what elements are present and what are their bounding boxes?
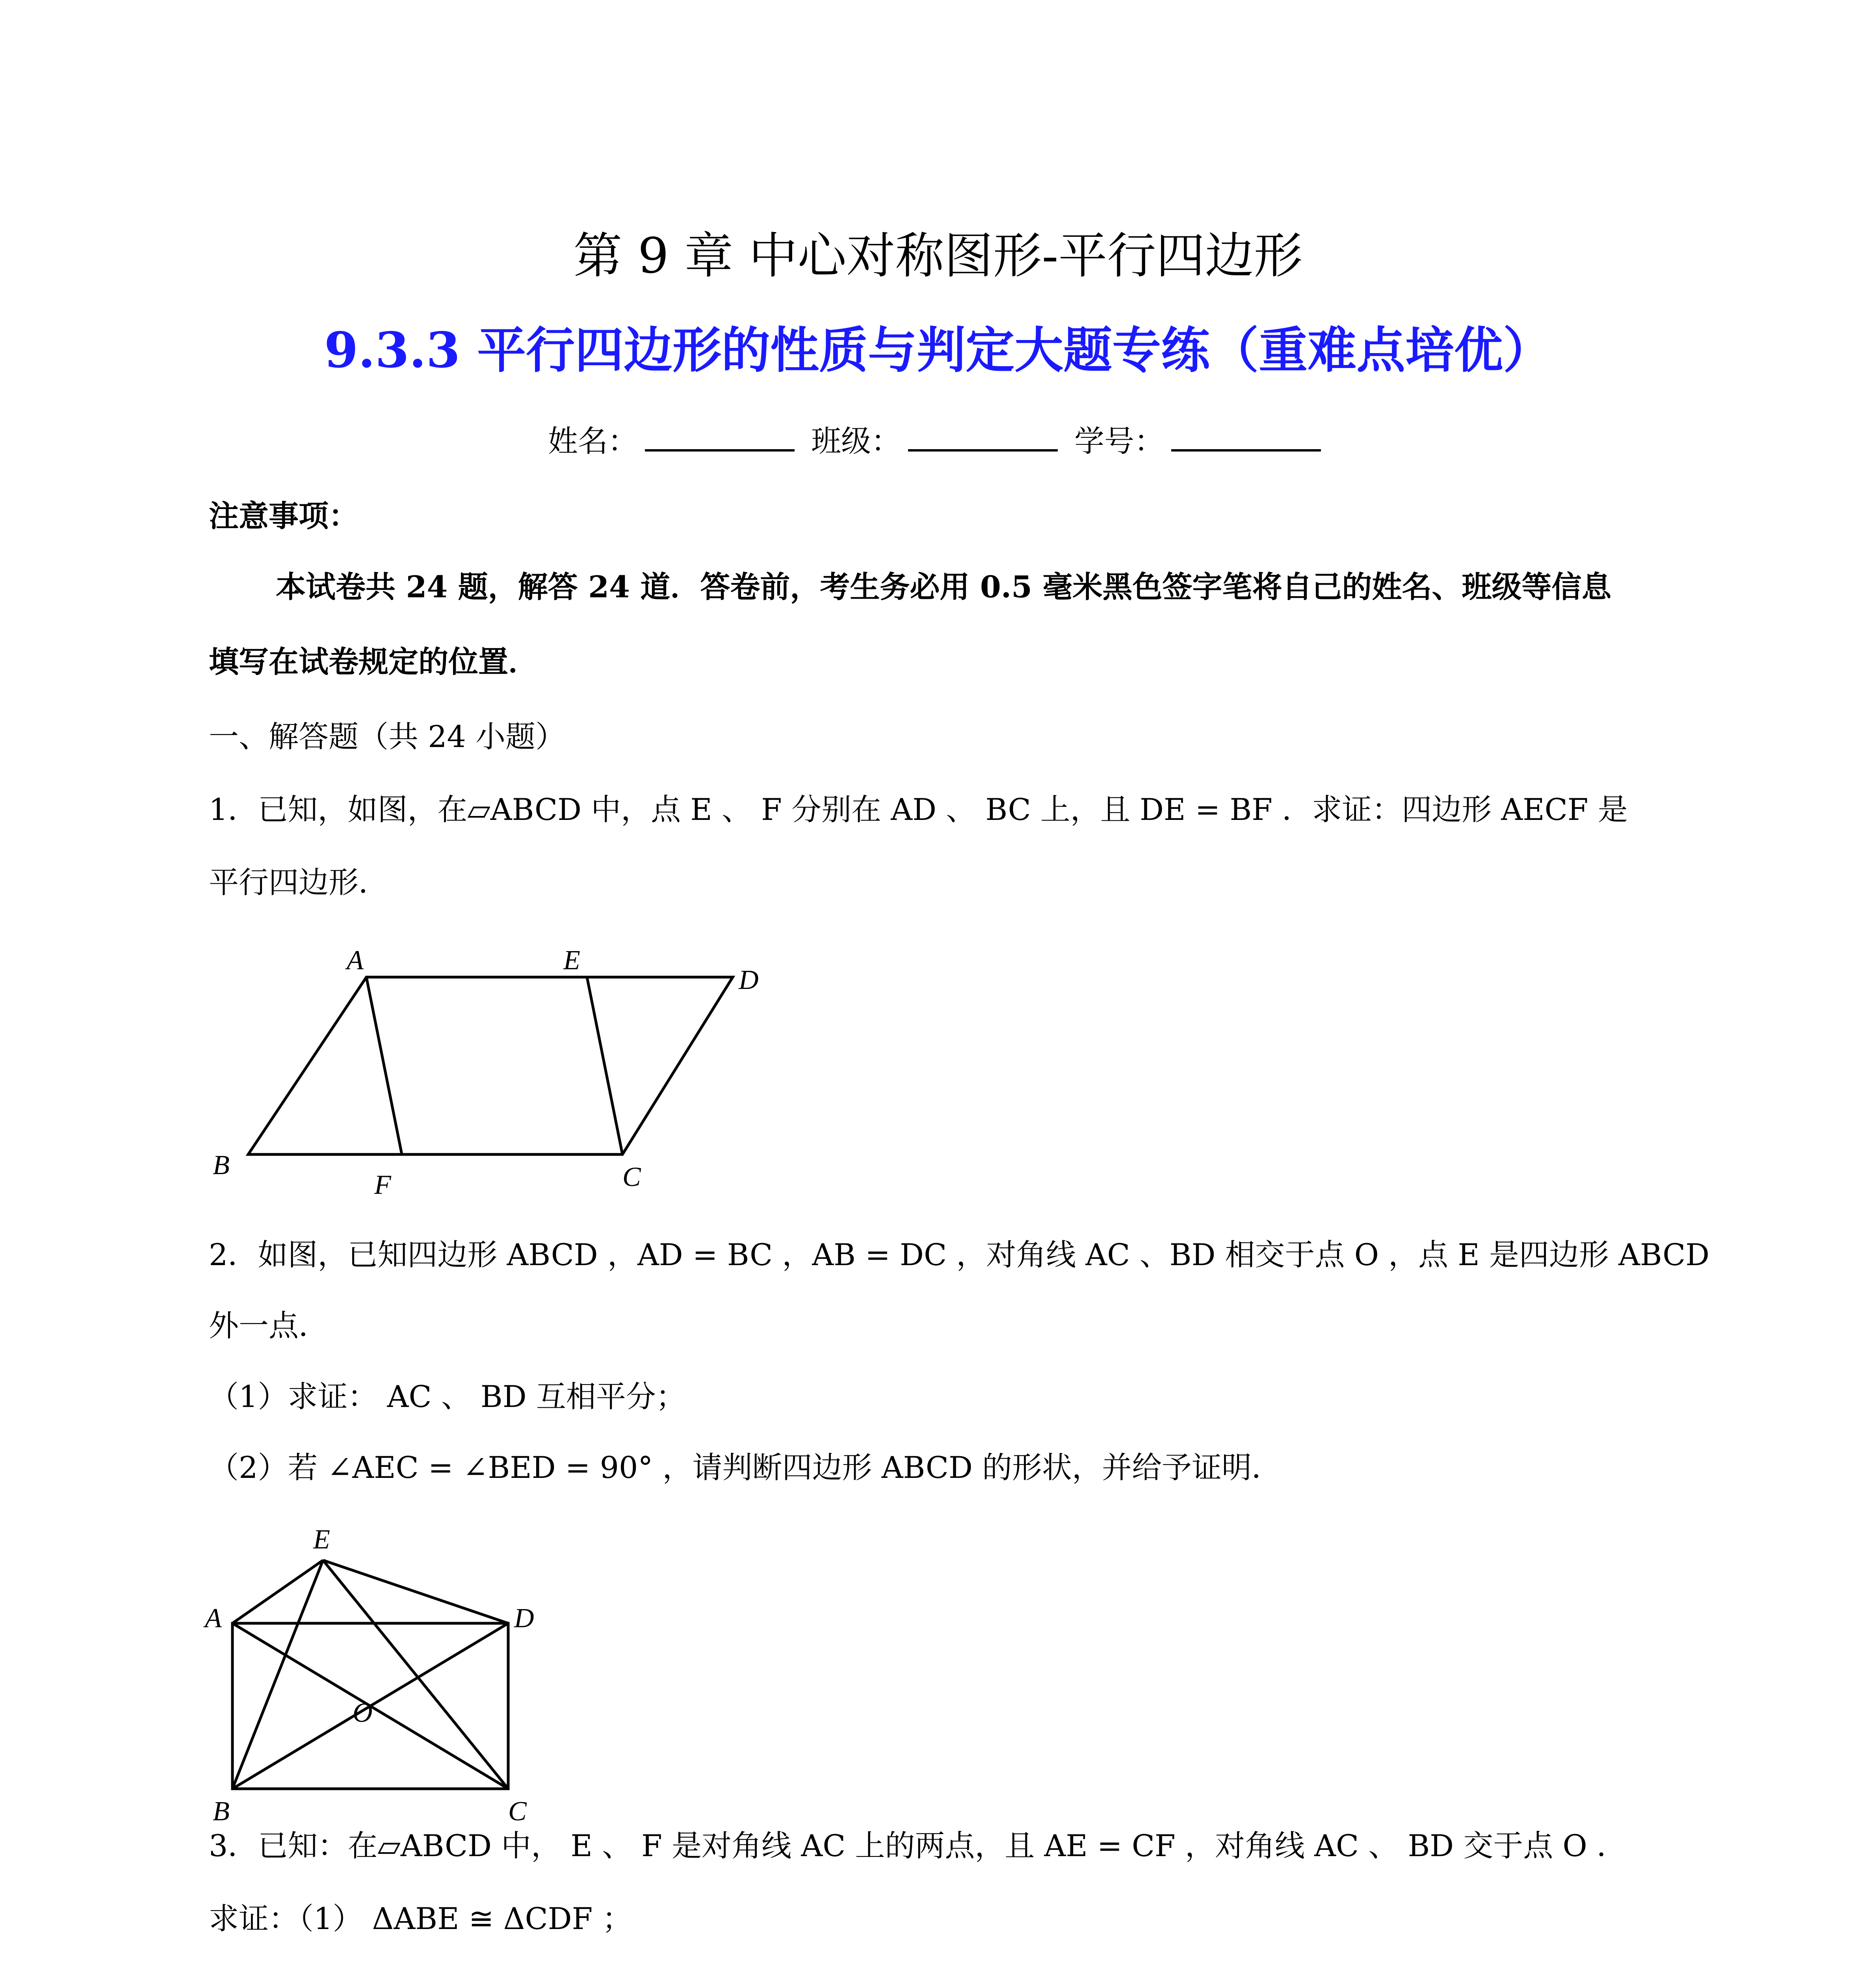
student-info-line — [0, 418, 1876, 465]
id-blank[interactable] — [1171, 421, 1321, 452]
q3-line-1: 3．已知：在▱ABCD 中， E 、 F 是对角线 AC 上的两点，且 AE = CF ，对角线 AC 、 BD 交于点 O ． — [209, 1828, 1627, 1863]
q1-label-b: B — [213, 1150, 230, 1180]
q1-label-c: C — [622, 1162, 641, 1192]
q1-label-a: A — [347, 945, 364, 976]
q1-parallelogram — [248, 977, 733, 1154]
name-label: 姓名： — [548, 424, 638, 459]
q2-label-a: A — [205, 1603, 222, 1634]
q2-segment-eb — [232, 1560, 323, 1789]
q2-figure — [201, 1509, 579, 1824]
q2-line-1: 2．如图，已知四边形 ABCD ，AD = BC ，AB = DC ，对角线 AC 、BD 相交于点 O ，点 E 是四边形 ABCD — [209, 1237, 1710, 1272]
q1-segment-ec — [587, 977, 622, 1154]
notice-heading: 注意事项： — [209, 498, 358, 533]
notice-line-1: 本试卷共 24 题，解答 24 道．答卷前，考生务必用 0.5 毫米黑色签字笔将自己的姓名、班级等信息 — [276, 569, 1612, 604]
q1-label-f: F — [374, 1170, 391, 1200]
name-blank[interactable] — [645, 421, 795, 452]
q1-figure — [209, 934, 808, 1202]
q2-line-2: 外一点． — [209, 1308, 329, 1343]
q2-part-1: （1）求证： AC 、 BD 互相平分； — [209, 1379, 686, 1414]
id-label: 学号： — [1074, 424, 1165, 459]
notice-line-2: 填写在试卷规定的位置． — [209, 644, 538, 679]
class-label: 班级： — [811, 424, 901, 459]
q3-line-3 — [209, 1968, 464, 1970]
section-title: 9.3.3 平行四边形的性质与判定大题专练（重难点培优） — [324, 322, 1552, 379]
q1-line-2: 平行四边形． — [209, 865, 388, 900]
section-heading: 一、解答题（共 24 小题） — [209, 719, 566, 754]
q1-segment-af — [366, 977, 402, 1154]
q3-line-2: 求证：（1） ΔABE ≅ ΔCDF ； — [209, 1901, 632, 1936]
q2-label-b: B — [213, 1796, 230, 1824]
q2-segment-ed — [323, 1560, 508, 1623]
q2-segment-ec — [323, 1560, 508, 1789]
q1-line-1: 1．已知，如图，在▱ABCD 中，点 E 、 F 分别在 AD 、 BC 上，且 DE = BF ．求证：四边形 AECF 是 — [209, 792, 1628, 827]
q2-label-d: D — [514, 1603, 534, 1634]
q2-part-2: （2）若 ∠AEC = ∠BED = 90° ，请判断四边形 ABCD 的形状，并给予证明． — [209, 1450, 1282, 1485]
q2-label-e: E — [313, 1524, 330, 1555]
class-blank[interactable] — [908, 421, 1058, 452]
q2-label-o: O — [353, 1698, 373, 1728]
q1-label-d: D — [739, 965, 759, 995]
q1-label-e: E — [563, 945, 580, 976]
chapter-title: 第 9 章 中心对称图形-平行四边形 — [573, 228, 1303, 284]
q2-label-c: C — [508, 1796, 527, 1824]
